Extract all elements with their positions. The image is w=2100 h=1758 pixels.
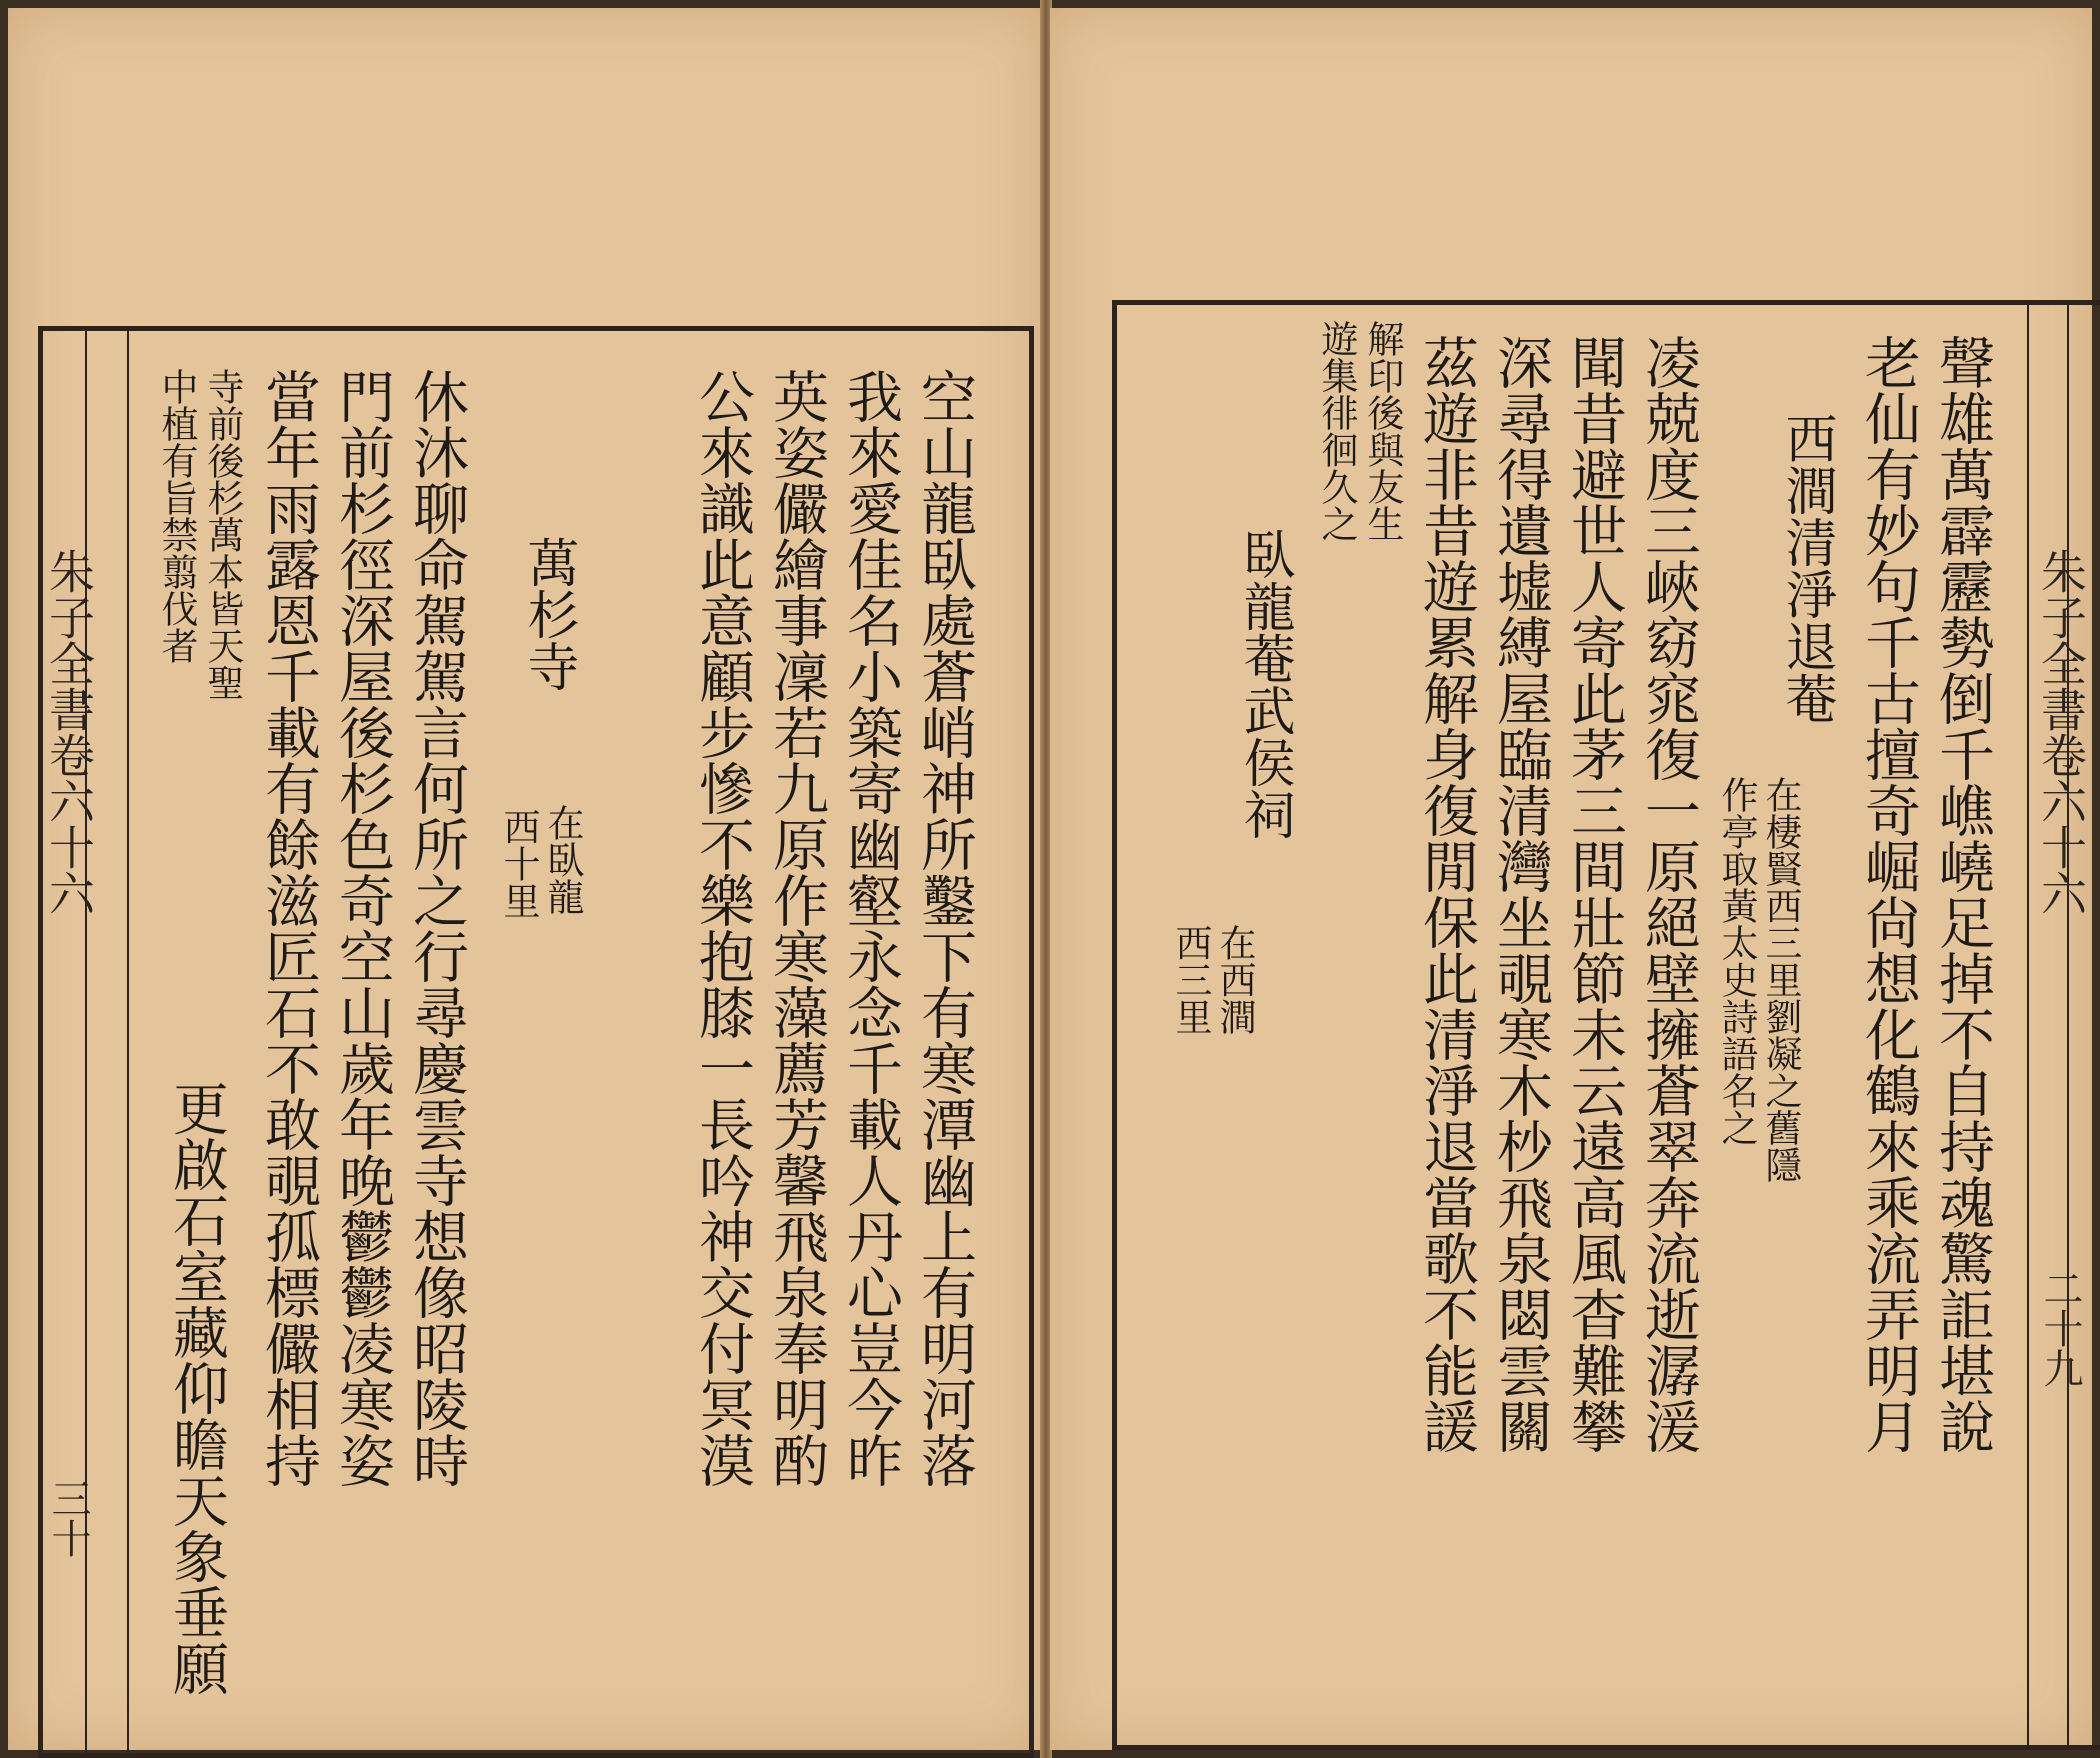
right-page-number: 二十九 [2037, 1268, 2083, 1388]
left-col-6: 門前杉徑深屋後杉色奇空山歲年晚鬱鬱凌寒姿 [330, 368, 395, 1488]
left-col-5: 休沐聊命駕駕言何所之行尋慶雲寺想像昭陵時 [404, 368, 469, 1488]
left-note-2: 西十里 [497, 808, 540, 919]
left-margin-title: 朱子全書卷六十六 [42, 548, 96, 916]
right-col-5: 深尋得遺墟縛屋臨清灣坐覗寒木杪飛泉閟雲關 [1488, 334, 1553, 1454]
left-page [8, 8, 1042, 1750]
left-note-3: 寺前後杉萬本皆天聖 [201, 368, 244, 701]
left-col-7: 當年雨露恩千載有餘滋匠石不敢覗孤標儼相持 [256, 368, 321, 1488]
right-note-4: 遊集徘徊久之 [1315, 320, 1358, 542]
right-note-1: 在棲賢西三里劉凝之舊隱 [1759, 776, 1802, 1183]
left-note-4: 中植有旨禁翦伐者 [155, 368, 198, 664]
right-page [1050, 8, 2092, 1750]
right-col-3: 凌兢度三峽窈窕復一原絕壁擁蒼翠奔流逝潺湲 [1636, 334, 1701, 1454]
left-note-1: 在臥龍 [541, 804, 584, 915]
right-margin-title: 朱子全書卷六十六 [2034, 548, 2088, 916]
right-margin-rule-inner [2027, 305, 2029, 1745]
right-note-3: 解印後與友生 [1361, 320, 1404, 542]
left-col-3: 英姿儼繪事凜若九原作寒藻薦芳馨飛泉奉明酌 [764, 368, 829, 1488]
right-col-4: 聞昔避世人寄此茅三間壯節未云遠高風杳難攀 [1562, 334, 1627, 1454]
right-note-6: 西三里 [1169, 924, 1212, 1035]
right-note-5: 在西澗 [1213, 924, 1256, 1035]
right-col-1: 聲雄萬霹靂勢倒千嶕嶢足掉不自持魂驚詎堪說 [1930, 334, 1995, 1454]
right-col-2: 老仙有妙句千古擅奇崛尙想化鶴來乘流弄明月 [1856, 334, 1921, 1454]
left-page-number: 三十 [45, 1478, 91, 1558]
left-margin-rule-inner [127, 331, 129, 1753]
right-note-2: 作亭取黃太史詩語名之 [1715, 776, 1758, 1146]
right-poem-title-1: 西澗清淨退菴 [1776, 412, 1836, 724]
right-poem-title-2: 臥龍菴武侯祠 [1234, 528, 1294, 840]
left-col-1: 空山龍臥處蒼峭神所鑿下有寒潭幽上有明河落 [912, 368, 977, 1488]
left-col-8: 更啟石室藏仰瞻天象垂願 [164, 1080, 229, 1696]
left-col-4: 公來識此意顧步慘不樂抱膝一長吟神交付冥漠 [690, 368, 755, 1488]
right-col-6: 茲遊非昔遊累解身復閒保此清淨退當歌不能諼 [1414, 334, 1479, 1454]
left-col-2: 我來愛佳名小築寄幽壑永念千載人丹心豈今昨 [838, 368, 903, 1488]
right-margin-rule-outer [2067, 305, 2069, 1745]
left-poem-title: 萬杉寺 [518, 536, 578, 692]
